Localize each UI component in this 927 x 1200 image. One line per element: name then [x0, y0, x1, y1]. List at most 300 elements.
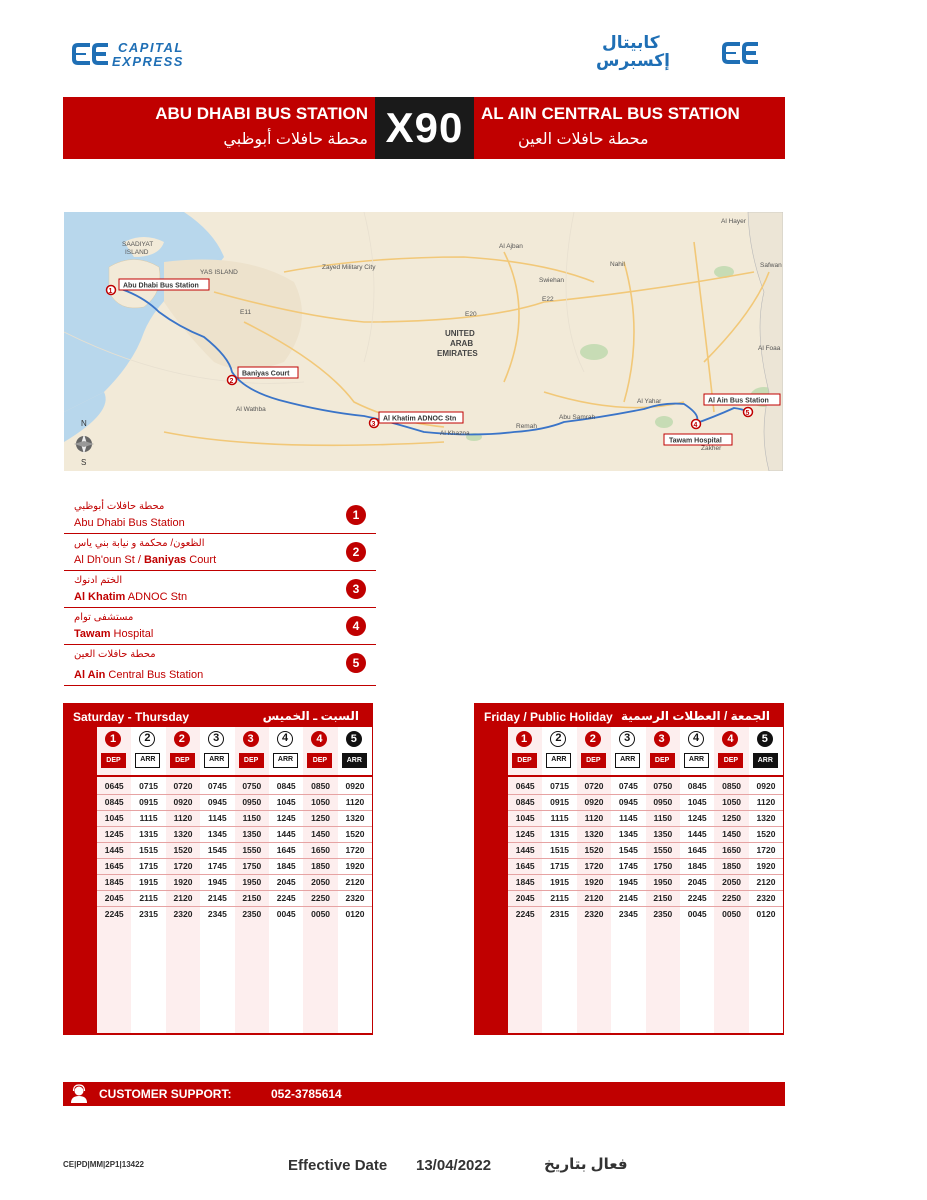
time-cell: 1450 — [722, 829, 742, 839]
time-cell: 1650 — [722, 845, 742, 855]
time-cell: 1645 — [104, 861, 124, 871]
stop-name-en: Al Dh'oun St / Baniyas Court — [74, 554, 217, 566]
time-cell: 1350 — [653, 829, 673, 839]
stop-number-badge: 4 — [722, 731, 738, 747]
map-label-safwan: Safwan — [760, 262, 782, 269]
departure-tag: DEP — [101, 753, 126, 768]
map-label-remah: Remah — [516, 423, 537, 430]
time-cell: 2315 — [550, 909, 570, 919]
svg-text:EMIRATES: EMIRATES — [437, 349, 478, 358]
logo-text-line2: EXPRESS — [112, 54, 184, 69]
time-cell: 2120 — [756, 877, 776, 887]
time-cell: 1545 — [618, 845, 638, 855]
column-header — [338, 727, 372, 775]
time-cell: 1245 — [515, 829, 535, 839]
time-cell: 2245 — [687, 893, 707, 903]
svg-text:ISLAND: ISLAND — [125, 249, 149, 256]
stop-row-4 — [64, 608, 376, 645]
time-cell: 2050 — [722, 877, 742, 887]
time-cell: 2120 — [173, 893, 193, 903]
map-label-abu-samrah: Abu Samrah — [559, 414, 596, 421]
stop-name-ar: محطة حافلات أبوظبي — [74, 501, 165, 512]
time-cell: 1715 — [139, 861, 159, 871]
time-cell: 1650 — [311, 845, 331, 855]
time-cell: 0045 — [687, 909, 707, 919]
stop-name-ar: الختم ادنوك — [74, 575, 123, 586]
column-header — [680, 727, 714, 775]
timetable-friday-holiday — [474, 703, 784, 1035]
time-cell: 1350 — [242, 829, 262, 839]
time-cell: 1850 — [311, 861, 331, 871]
timetable-row — [97, 890, 372, 906]
svg-text:5: 5 — [745, 410, 750, 417]
time-cell: 1720 — [584, 861, 604, 871]
map-label-zakher: Zakher — [701, 445, 722, 452]
time-cell: 1720 — [756, 845, 776, 855]
destination-station — [478, 97, 785, 159]
time-cell: 2115 — [139, 893, 158, 903]
arrival-tag: ARR — [342, 753, 367, 768]
time-cell: 2045 — [687, 877, 707, 887]
column-header — [542, 727, 576, 775]
column-header — [577, 727, 611, 775]
stop-number-badge: 2 — [174, 731, 190, 747]
time-cell: 0920 — [756, 781, 776, 791]
time-cell: 0120 — [345, 909, 365, 919]
departure-tag: DEP — [307, 753, 332, 768]
stop-number-badge: 1 — [346, 505, 366, 525]
time-cell: 1250 — [311, 813, 331, 823]
route-map — [64, 212, 783, 471]
time-cell: 2345 — [207, 909, 227, 919]
stop-name-ar: الظعون/ محكمة و نيابة بني ياس — [74, 538, 205, 549]
time-cell: 1245 — [687, 813, 707, 823]
time-cell: 2245 — [276, 893, 296, 903]
time-cell: 0945 — [207, 797, 227, 807]
time-cell: 1150 — [653, 813, 673, 823]
time-cell: 0715 — [550, 781, 570, 791]
departure-tag: DEP — [650, 753, 675, 768]
time-cell: 1150 — [242, 813, 262, 823]
map-label-swiehan: Swiehan — [539, 277, 564, 284]
time-cell: 1045 — [687, 797, 707, 807]
time-cell: 1120 — [345, 797, 365, 807]
support-phone[interactable]: 052-3785614 — [271, 1087, 342, 1101]
stop-number-badge: 2 — [585, 731, 601, 747]
column-header — [508, 727, 542, 775]
time-cell: 0645 — [515, 781, 535, 791]
stop-row-5 — [64, 645, 376, 686]
time-cell: 2320 — [173, 909, 193, 919]
arrival-tag: ARR — [546, 753, 571, 768]
time-cell: 2350 — [242, 909, 262, 919]
departure-tag: DEP — [718, 753, 743, 768]
map-label-ajban: Al Ajban — [499, 243, 523, 250]
svg-text:N: N — [81, 419, 87, 428]
map-label-al-wathba: Al Wathba — [236, 406, 266, 413]
map-label-al-khazna: Al Khazna — [440, 430, 470, 437]
time-cell: 0750 — [653, 781, 673, 791]
map-callout-1: Abu Dhabi Bus Station — [123, 282, 199, 290]
timetable-title-en: Saturday - Thursday — [73, 710, 190, 724]
time-cell: 2320 — [584, 909, 604, 919]
map-label-al-yahar: Al Yahar — [637, 398, 662, 405]
time-cell: 1050 — [311, 797, 331, 807]
time-cell: 1645 — [276, 845, 296, 855]
time-cell: 1445 — [104, 845, 124, 855]
time-cell: 1845 — [515, 877, 535, 887]
timetable-row — [97, 858, 372, 874]
time-cell: 0950 — [653, 797, 673, 807]
time-cell: 0045 — [276, 909, 296, 919]
timetable-row — [508, 826, 783, 842]
effective-date-value: 13/04/2022 — [416, 1157, 492, 1174]
time-cell: 0850 — [311, 781, 331, 791]
support-label: CUSTOMER SUPPORT: — [99, 1087, 232, 1101]
stop-number-badge: 1 — [105, 731, 121, 747]
time-cell: 0715 — [139, 781, 159, 791]
time-cell: 2120 — [345, 877, 365, 887]
timetable-row — [508, 794, 783, 810]
time-cell: 1720 — [173, 861, 193, 871]
stop-number-badge: 3 — [208, 731, 224, 747]
time-cell: 1045 — [515, 813, 535, 823]
time-cell: 2150 — [653, 893, 673, 903]
time-cell: 0720 — [584, 781, 604, 791]
time-cell: 0915 — [550, 797, 570, 807]
time-cell: 1120 — [756, 797, 776, 807]
time-cell: 1050 — [722, 797, 742, 807]
map-callout-5: Al Ain Bus Station — [708, 397, 769, 405]
effective-date-label-ar: فعال بتاريخ — [544, 1156, 628, 1173]
time-cell: 1750 — [653, 861, 673, 871]
column-header — [166, 727, 200, 775]
time-cell: 1515 — [139, 845, 159, 855]
arrival-tag: ARR — [615, 753, 640, 768]
column-header — [235, 727, 269, 775]
stop-number-badge: 3 — [346, 579, 366, 599]
origin-name-en: ABU DHABI BUS STATION — [155, 104, 368, 123]
time-cell: 1520 — [173, 845, 193, 855]
timetable-row — [97, 874, 372, 890]
time-cell: 0920 — [584, 797, 604, 807]
time-cell: 1450 — [311, 829, 331, 839]
road-e22: E22 — [542, 296, 554, 303]
time-cell: 1945 — [207, 877, 227, 887]
column-header — [200, 727, 234, 775]
customer-support-bar — [63, 1082, 785, 1106]
timetable-grid — [97, 727, 372, 1033]
time-cell: 1245 — [276, 813, 296, 823]
timetable-weekday — [63, 703, 373, 1035]
time-cell: 1320 — [756, 813, 776, 823]
time-cell: 1750 — [242, 861, 262, 871]
logo-ar-line2: إكسبرس — [596, 51, 670, 70]
time-cell: 2045 — [104, 893, 124, 903]
time-cell: 1745 — [207, 861, 227, 871]
timetable-grid — [508, 727, 783, 1033]
departure-tag: DEP — [581, 753, 606, 768]
time-cell: 1345 — [207, 829, 227, 839]
capital-express-logo-arabic — [596, 34, 766, 74]
stop-number-badge: 1 — [516, 731, 532, 747]
stop-row-1 — [64, 497, 376, 534]
logo-text-line1: CAPITAL — [118, 40, 184, 55]
time-cell: 0845 — [687, 781, 707, 791]
time-cell: 2150 — [242, 893, 262, 903]
timetable-row — [508, 890, 783, 906]
stop-number-badge: 3 — [619, 731, 635, 747]
time-cell: 0950 — [242, 797, 262, 807]
ce-logo-icon — [72, 41, 112, 69]
time-cell: 1920 — [756, 861, 776, 871]
time-cell: 1550 — [653, 845, 673, 855]
time-cell: 2245 — [515, 909, 535, 919]
time-cell: 1320 — [345, 813, 365, 823]
time-cell: 1920 — [173, 877, 193, 887]
stop-name-en: Al Ain Central Bus Station — [74, 669, 204, 681]
stop-number-badge: 4 — [311, 731, 327, 747]
column-header — [714, 727, 748, 775]
stop-number-badge: 2 — [139, 731, 155, 747]
map-label-zayed: Zayed Military City — [322, 264, 376, 271]
timetable-row — [508, 874, 783, 890]
time-cell: 1845 — [104, 877, 124, 887]
time-cell: 0845 — [104, 797, 124, 807]
time-cell: 1515 — [550, 845, 570, 855]
time-cell: 2120 — [584, 893, 604, 903]
time-cell: 2345 — [618, 909, 638, 919]
timetable-row — [97, 906, 372, 922]
timetable-row — [97, 842, 372, 858]
time-cell: 2045 — [276, 877, 296, 887]
svg-text:S: S — [81, 458, 87, 467]
stop-number-badge: 2 — [550, 731, 566, 747]
time-cell: 1045 — [276, 797, 296, 807]
header-divider — [508, 775, 783, 777]
column-header — [303, 727, 337, 775]
time-cell: 2115 — [550, 893, 569, 903]
map-label-uae: UNITED — [445, 329, 475, 338]
time-cell: 1250 — [722, 813, 742, 823]
stop-name-en: Al Khatim ADNOC Stn — [74, 591, 188, 603]
stop-number-badge: 4 — [346, 616, 366, 636]
time-cell: 0920 — [173, 797, 193, 807]
arrival-tag: ARR — [684, 753, 709, 768]
ce-logo-icon — [722, 40, 762, 68]
svg-text:1: 1 — [108, 288, 113, 295]
time-cell: 1950 — [653, 877, 673, 887]
time-cell: 1915 — [550, 877, 570, 887]
time-cell: 2315 — [139, 909, 159, 919]
time-cell: 2250 — [311, 893, 331, 903]
column-header — [749, 727, 783, 775]
time-cell: 1115 — [139, 813, 158, 823]
time-cell: 1320 — [584, 829, 604, 839]
time-cell: 1720 — [345, 845, 365, 855]
time-cell: 1520 — [345, 829, 365, 839]
timetable-row — [508, 778, 783, 794]
stops-list — [64, 497, 376, 686]
stop-number-badge: 3 — [243, 731, 259, 747]
arrival-tag: ARR — [753, 753, 778, 768]
arrival-tag: ARR — [135, 753, 160, 768]
route-number: X90 — [375, 97, 474, 159]
time-cell: 1320 — [173, 829, 193, 839]
time-cell: 2045 — [515, 893, 535, 903]
origin-name-ar: محطة حافلات أبوظبي — [223, 131, 368, 148]
timetable-title-ar: السبت ـ الخميس — [262, 709, 359, 723]
time-cell: 1845 — [687, 861, 707, 871]
stop-number-badge: 4 — [277, 731, 293, 747]
stop-number-badge: 5 — [757, 731, 773, 747]
time-cell: 0645 — [104, 781, 124, 791]
map-callout-3: Al Khatim ADNOC Stn — [383, 415, 457, 423]
map-stop-4 — [664, 420, 732, 446]
time-cell: 1945 — [618, 877, 638, 887]
time-cell: 1850 — [722, 861, 742, 871]
time-cell: 1345 — [618, 829, 638, 839]
timetable-row — [97, 778, 372, 794]
stop-number-badge: 3 — [654, 731, 670, 747]
time-cell: 0720 — [173, 781, 193, 791]
logo-ar-line1: كابيتال — [602, 33, 660, 52]
time-cell: 1445 — [515, 845, 535, 855]
time-cell: 1045 — [104, 813, 124, 823]
time-cell: 0745 — [207, 781, 227, 791]
time-cell: 1845 — [276, 861, 296, 871]
time-cell: 1245 — [104, 829, 124, 839]
stop-number-badge: 2 — [346, 542, 366, 562]
time-cell: 1115 — [550, 813, 569, 823]
departure-tag: DEP — [170, 753, 195, 768]
time-cell: 2145 — [618, 893, 638, 903]
time-cell: 2145 — [207, 893, 227, 903]
time-cell: 1920 — [584, 877, 604, 887]
header-divider — [97, 775, 372, 777]
map-callout-4: Tawam Hospital — [669, 437, 722, 445]
timetable-row — [508, 906, 783, 922]
map-callout-2: Baniyas Court — [242, 370, 290, 378]
time-cell: 1520 — [584, 845, 604, 855]
time-cell: 0750 — [242, 781, 262, 791]
map-stop-3 — [370, 412, 464, 428]
time-cell: 1545 — [207, 845, 227, 855]
map-label-yas: YAS ISLAND — [200, 269, 238, 276]
stop-row-2 — [64, 534, 376, 571]
capital-express-logo — [72, 38, 222, 72]
stop-name-en: Tawam Hospital — [74, 628, 154, 640]
time-cell: 1550 — [242, 845, 262, 855]
time-cell: 2350 — [653, 909, 673, 919]
column-header — [646, 727, 680, 775]
time-cell: 1315 — [139, 829, 159, 839]
document-code: CE|PD|MM|2P1|13422 — [63, 1160, 144, 1169]
svg-text:4: 4 — [693, 422, 698, 429]
stop-name-en: Abu Dhabi Bus Station — [74, 517, 185, 529]
timetable-title-en: Friday / Public Holiday — [484, 710, 613, 724]
time-cell: 1520 — [756, 829, 776, 839]
destination-name-en: AL AIN CENTRAL BUS STATION — [481, 104, 740, 123]
time-cell: 1915 — [139, 877, 159, 887]
time-cell: 1445 — [276, 829, 296, 839]
time-cell: 1315 — [550, 829, 570, 839]
time-cell: 1920 — [345, 861, 365, 871]
map-label-nahil: Nahil — [610, 261, 625, 268]
time-cell: 2250 — [722, 893, 742, 903]
map-label-saadiyat: SAADIYAT — [122, 241, 154, 248]
timetable-row — [97, 810, 372, 826]
effective-date-label: Effective Date — [288, 1157, 388, 1174]
time-cell: 2050 — [311, 877, 331, 887]
timetable-row — [508, 810, 783, 826]
time-cell: 1120 — [584, 813, 604, 823]
column-header — [131, 727, 165, 775]
timetable-title-ar: الجمعة / العطلات الرسمية — [620, 709, 770, 723]
departure-tag: DEP — [239, 753, 264, 768]
timetable-row — [508, 858, 783, 874]
time-cell: 1645 — [515, 861, 535, 871]
time-cell: 2245 — [104, 909, 124, 919]
map-label-al-hayer: Al Hayer — [721, 218, 746, 225]
time-cell: 1715 — [550, 861, 570, 871]
time-cell: 0850 — [722, 781, 742, 791]
time-cell: 0915 — [139, 797, 159, 807]
departure-tag: DEP — [512, 753, 537, 768]
time-cell: 0845 — [515, 797, 535, 807]
stop-name-ar: محطة حافلات العين — [74, 649, 156, 660]
time-cell: 1445 — [687, 829, 707, 839]
arrival-tag: ARR — [204, 753, 229, 768]
timetable-row — [97, 794, 372, 810]
map-label-al-foaa: Al Foaa — [758, 345, 781, 352]
stop-number-badge: 4 — [688, 731, 704, 747]
column-header — [97, 727, 131, 775]
time-cell: 0050 — [311, 909, 331, 919]
time-cell: 1745 — [618, 861, 638, 871]
svg-text:3: 3 — [371, 421, 376, 428]
road-e20: E20 — [465, 311, 477, 318]
stop-number-badge: 5 — [346, 653, 366, 673]
time-cell: 0745 — [618, 781, 638, 791]
svg-text:ARAB: ARAB — [450, 339, 474, 348]
time-cell: 1645 — [687, 845, 707, 855]
person-headset-icon — [69, 1084, 89, 1104]
svg-text:2: 2 — [229, 378, 234, 385]
time-cell: 0050 — [722, 909, 742, 919]
time-cell: 2320 — [345, 893, 365, 903]
time-cell: 1145 — [208, 813, 227, 823]
origin-station — [63, 97, 371, 159]
stop-number-badge: 5 — [346, 731, 362, 747]
stop-name-ar: مستشفى توام — [74, 612, 134, 623]
destination-name-ar: محطة حافلات العين — [518, 131, 649, 148]
timetable-row — [508, 842, 783, 858]
column-header — [611, 727, 645, 775]
time-cell: 0120 — [756, 909, 776, 919]
time-cell: 0920 — [345, 781, 365, 791]
timetable-row — [97, 826, 372, 842]
road-e11: E11 — [240, 309, 252, 316]
stop-row-3 — [64, 571, 376, 608]
time-cell: 1120 — [173, 813, 193, 823]
time-cell: 1145 — [619, 813, 638, 823]
arrival-tag: ARR — [273, 753, 298, 768]
time-cell: 1950 — [242, 877, 262, 887]
time-cell: 0845 — [276, 781, 296, 791]
column-header — [269, 727, 303, 775]
time-cell: 2320 — [756, 893, 776, 903]
